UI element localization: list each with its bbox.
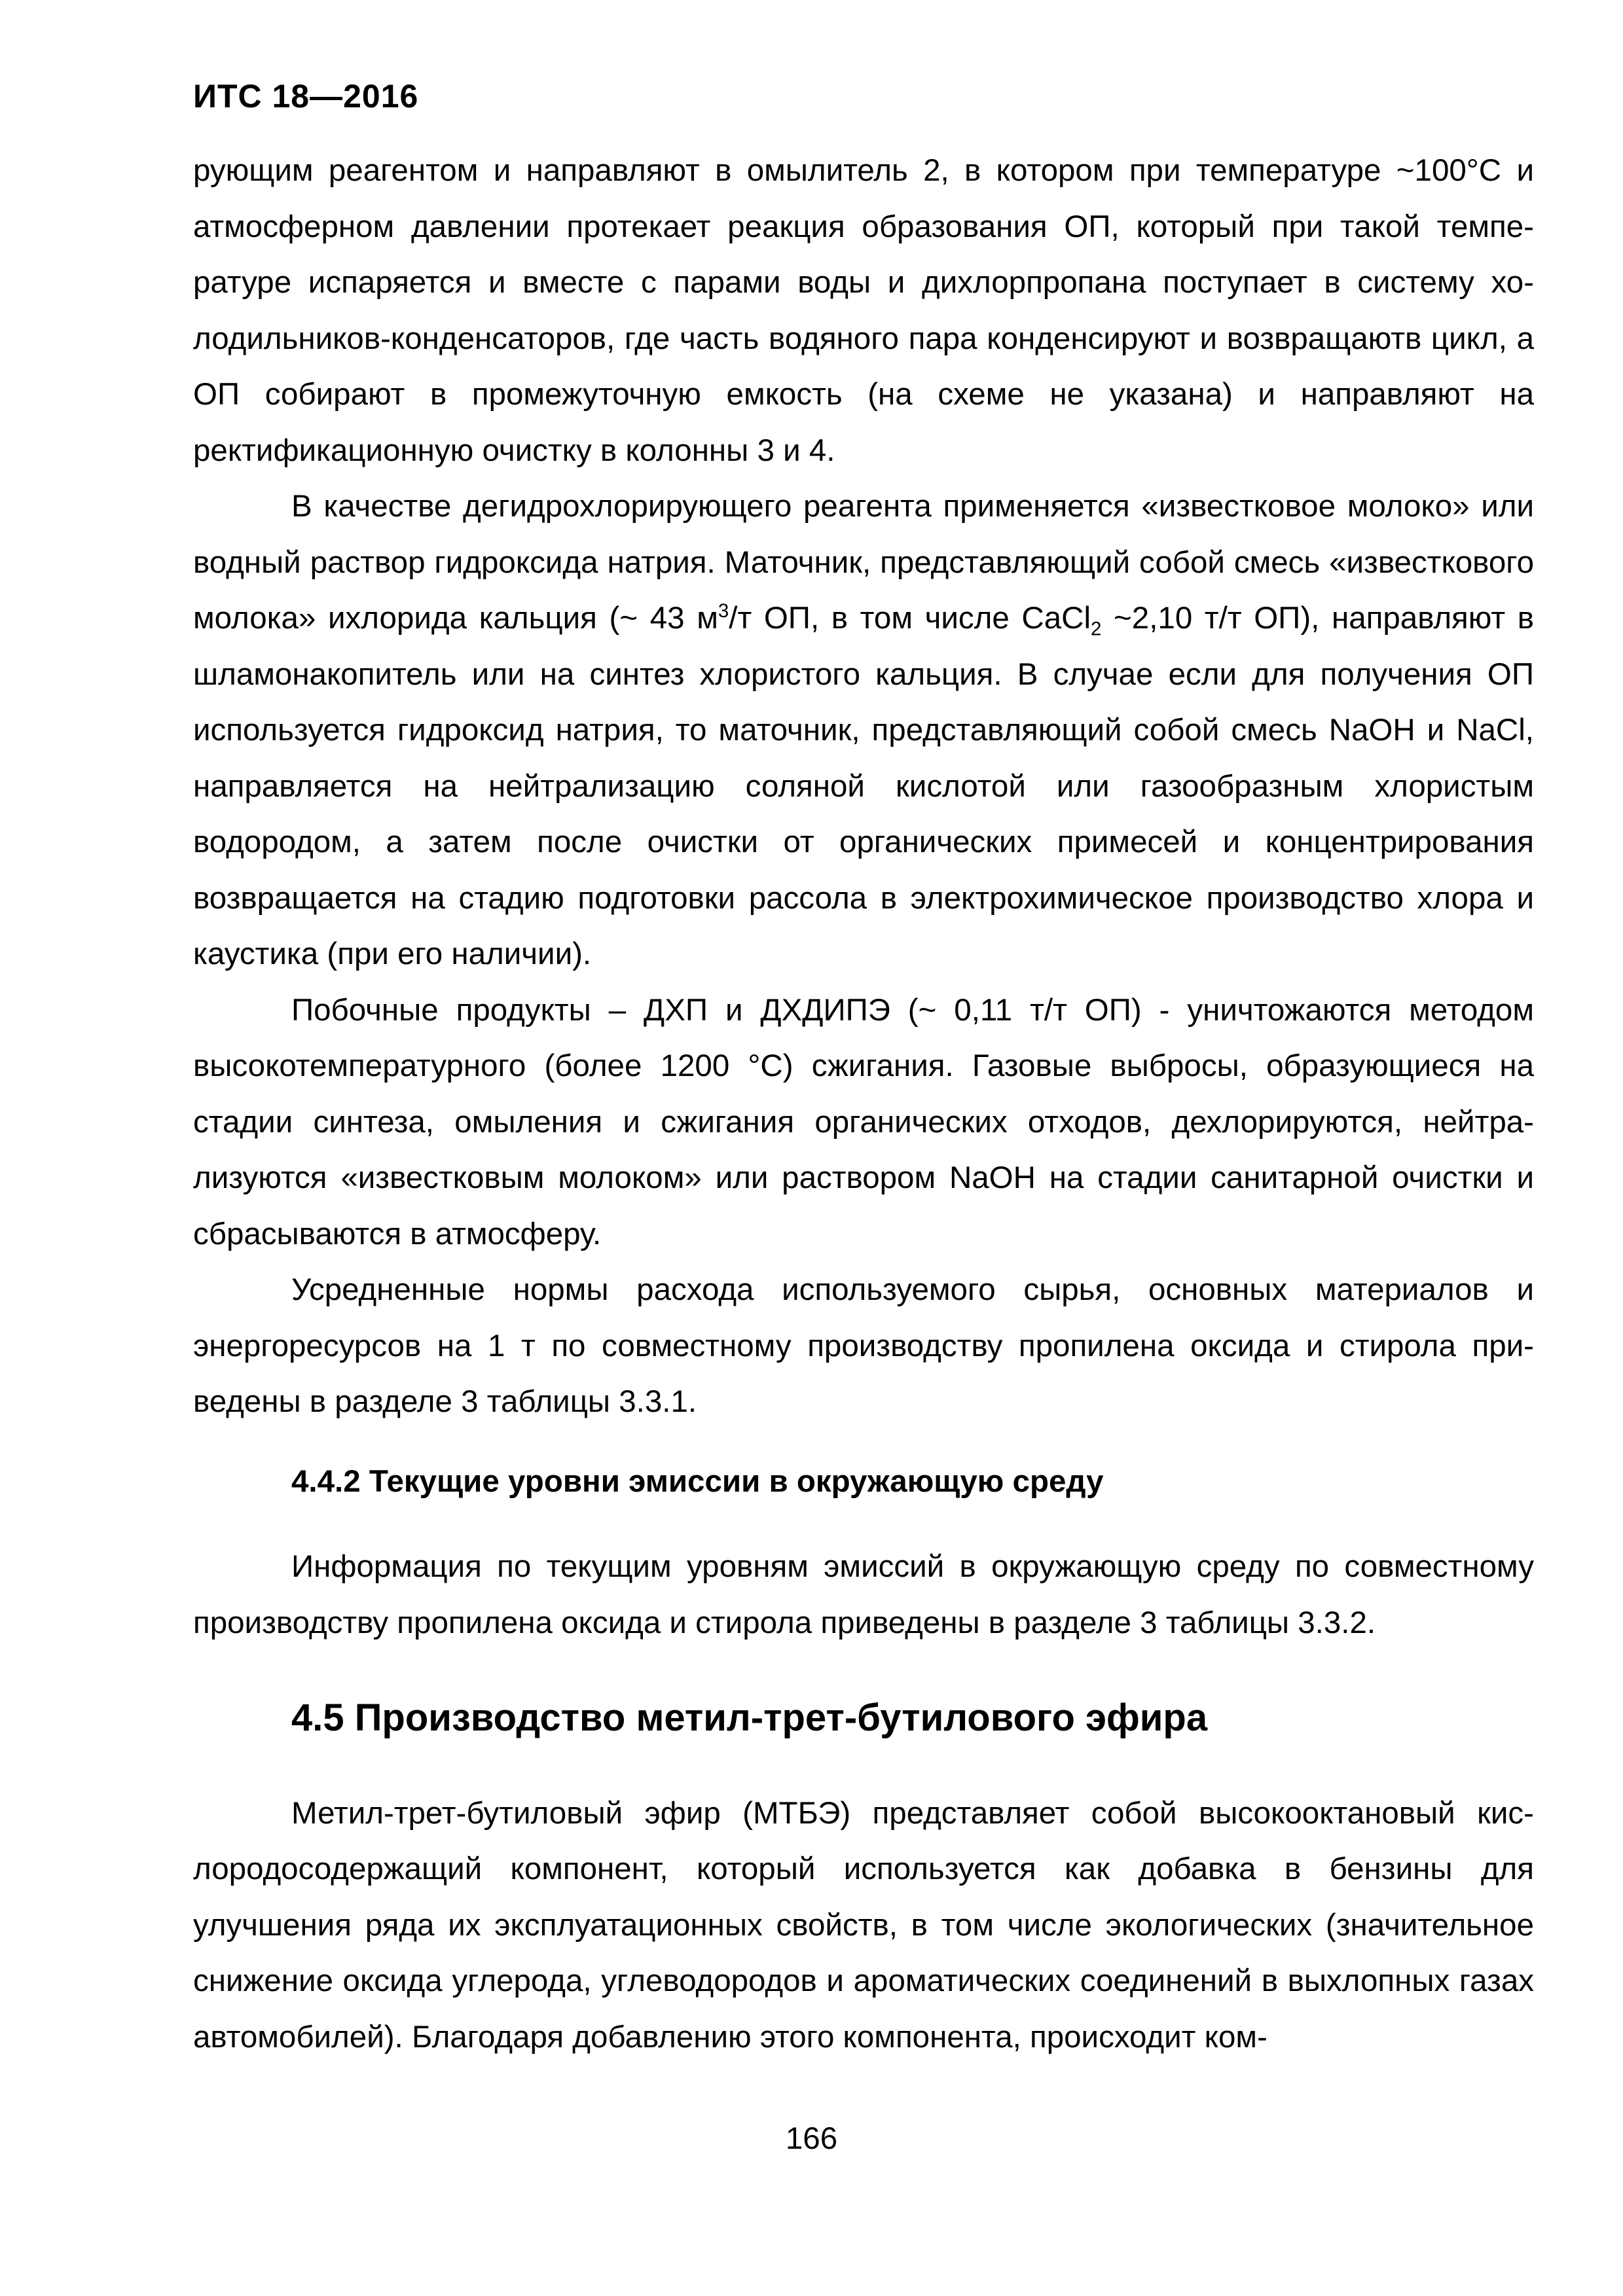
paragraph-text: ~2,10 т/т ОП), направляют в шламонакопитель или на синтез хлористого кальция. В случае если для получения ОП используется гидроксид натрия, то маточник, представляющий собой смесь NaOH и NaCl, направляется на нейтрализацию соляной кислотой или газообразным хлористым водородом, а затем после очистки от органических примесей и концентрирования возвращается на стадию подготовки рассола в электрохимическое производство хлора и каустика (при его наличии). bbox=[193, 601, 1535, 971]
paragraph-emissions-info: Информация по текущим уровням эмиссий в окружающую среду по совместному производству пропилена оксида и стирола приведены в разделе 3 таблицы 3.3.2. bbox=[193, 1549, 1534, 1640]
paragraph-consumption-norms: Усредненные нормы расхода используемого сырья, основных материалов и энергоресурсов на 1 т по совместному производству пропилена оксида и стирола приведены в разделе 3 таблицы 3.3.1. bbox=[193, 1272, 1534, 1419]
paragraph-text: В качестве дегидрохлорирующего реагента применяется «известковое молоко» или водный раствор гидроксида натрия. Маточник, представляющий собой смесь «известкового молока» ихлорида кальция (~ 43 м bbox=[193, 489, 1534, 636]
paragraph-text: /т ОП, в том числе CaCl bbox=[729, 601, 1091, 636]
section-heading: 4.5 Производство метил-трет-бутилового эфира bbox=[291, 1696, 1208, 1739]
page-number: 166 bbox=[785, 2121, 838, 2156]
paragraph-dehydrochlorination bbox=[193, 478, 1534, 982]
document-code-header: ИТС 18—2016 bbox=[193, 78, 419, 115]
subscript-2: 2 bbox=[1091, 618, 1102, 640]
document-body bbox=[193, 143, 1534, 2065]
superscript-3: 3 bbox=[718, 600, 729, 622]
paragraph-mtbe-intro: Метил-трет-бутиловый эфир (МТБЭ) представляет собой высокооктановый кислородосодержащий компонент, который используется как добавка в бензины для улучшения ряда их эксплуатационных свойств, в том числе экологических (значительное снижение оксида углерода, углеводородов и ароматических соединений в выхлопных газах автомобилей). Благодаря добавлению этого компонента, происходит ком- bbox=[193, 1795, 1534, 2054]
subsection-heading: 4.4.2 Текущие уровни эмиссии в окружающую среду bbox=[291, 1463, 1104, 1499]
paragraph-byproducts: Побочные продукты – ДХП и ДХДИПЭ (~ 0,11 т/т ОП) - уничтожаются методом высокотемпературного (более 1200 °С) сжигания. Газовые выбросы, образующиеся на стадии синтеза, омыления и сжигания органических отходов, дехлорируются, нейтрализуются «известковым молоком» или раствором NaOH на стадии санитарной очистки и сбрасываются в атмосферу. bbox=[193, 992, 1534, 1251]
paragraph-continued: рующим реагентом и направляют в омылитель 2, в котором при температуре ~100°С и атмосферном давлении протекает реакция образования ОП, который при такой температуре испаряется и вместе с парами воды и дихлорпропана поступает в систему холодильников-конденсаторов, где часть водяного пара конденсируют и возвращаютв цикл, а ОП собирают в промежуточную емкость (на схеме не указана) и направляют на ректификационную очистку в колонны 3 и 4. bbox=[193, 153, 1534, 468]
